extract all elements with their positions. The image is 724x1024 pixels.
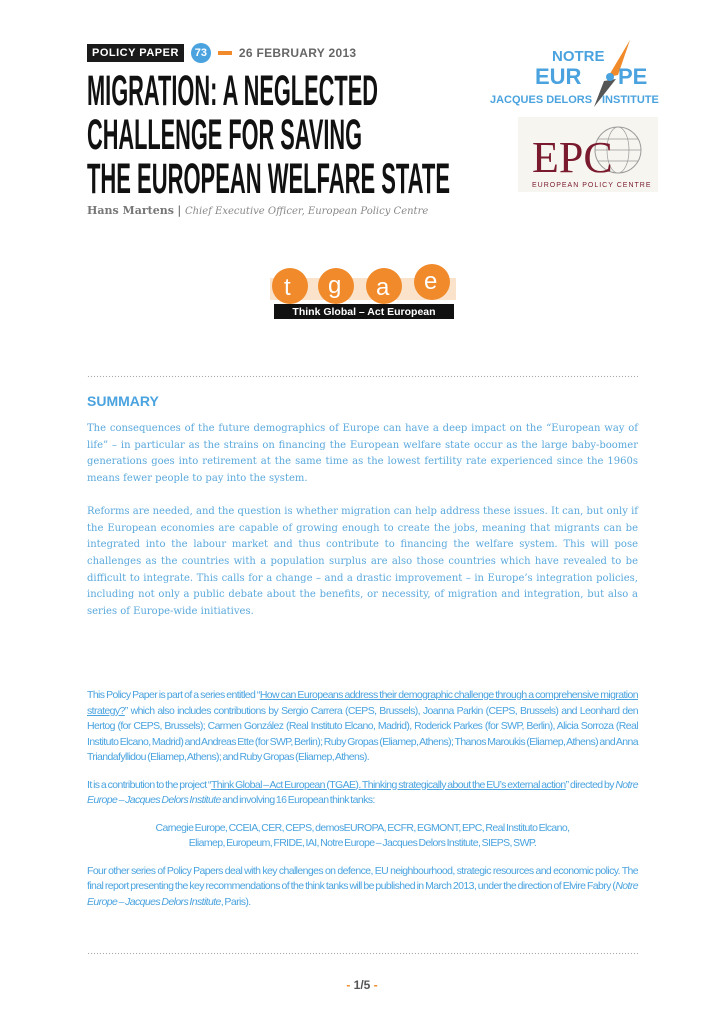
arrow-icon [218, 51, 232, 55]
epc-logo [518, 117, 658, 192]
text: Four other series of Policy Papers deal with key challenges on defence, EU neighbourhood, strategic resources and economic policy. The final report presenting the key recommendations of the think tanks will be published in March 2013, under the direction of Elvire Fabry ( [87, 864, 638, 892]
dotted-divider [87, 952, 638, 955]
project-link[interactable]: Think Global – Act European (TGAE). Thinking strategically about the EU’s external action [210, 778, 566, 791]
page-title [87, 68, 467, 200]
project-note [87, 778, 638, 809]
publication-date: 26 FEBRUARY 2013 [238, 46, 357, 60]
epc-caption: EUROPEAN POLICY CENTRE [532, 182, 652, 189]
think-tank-list [87, 821, 638, 852]
author-name: Hans Martens [87, 204, 174, 217]
notes-section [87, 688, 638, 922]
title-line: THE EUROPEAN WELFARE STATE [87, 155, 450, 200]
text: Carnegie Europe, CCEIA, CER, CEPS, demosEUROPA, ECFR, EGMONT, EPC, Real Instituto Elcano, [155, 821, 570, 834]
page-number-text: 1/5 [353, 978, 371, 992]
summary-paragraph: Reforms are needed, and the question is whether migration can help address these issues. It can, but only if the European economies are capable of growing enough to create the jobs, meaning that migrants can be integrated into the labour market and thus contribute to financing the welfare system. This will pose challenges as the countries with a population surplus are also those countries which have revealed to be difficult to integrate. This calls for a change – and a drastic improvement – in Europe’s integration policies, including not only a public debate about the benefits, or necessity, of migration and integration, but also a series of Europe-wide initiatives. [87, 505, 638, 618]
tgae-letter: g [328, 272, 342, 299]
text: Notre Europe – Jacques Delors Institute [87, 778, 638, 806]
author-role: Chief Executive Officer, European Policy Centre [184, 206, 429, 217]
final-note [87, 864, 638, 911]
logo-eur: EUR [535, 64, 582, 89]
summary-heading: SUMMARY [87, 393, 159, 409]
tgae-tagline: Think Global – Act European [292, 306, 436, 318]
logo-pe: PE [618, 64, 648, 89]
text: and involving 16 European think tanks: [220, 794, 375, 806]
logo-notre: NOTRE [552, 48, 605, 65]
title-line: MIGRATION: A NEGLECTED [87, 68, 378, 115]
tgae-letter: t [284, 274, 291, 301]
text: This Policy Paper is part of a series entitled “ [87, 689, 260, 701]
dotted-divider [87, 375, 638, 378]
text: ” which also includes contributions by Sergio Carrera (CEPS, Brussels), Joanna Parkin (CEPS, Brussels) and Leonhard den Hertog (for CEPS, Brussels); Carmen González (Real Instituto Elcano, Madrid), Roderick Parkes (for SWP, Berlin), Alicia Sorroza (Real Instituto Elcano, Madrid) and Andreas Ette (for SWP, Berlin); Ruby Gropas (Eliamep, Athens); Thanos Maroukis (Eliamep, Athens) and Anna Triandafyllidou (Eliamep, Athens); and Ruby Gropas (Eliamep, Athens). [87, 704, 638, 763]
author-line [87, 204, 428, 217]
text: Notre Europe – Jacques Delors Institute [87, 880, 638, 908]
text: Eliamep, Europeum, FRIDE, IAI, Notre Europe – Jacques Delors Institute, SIEPS, SWP. [188, 837, 537, 849]
tgae-logo [270, 264, 456, 320]
epc-letters: EPC [532, 133, 613, 182]
page-number: - 1/5 - [346, 978, 378, 992]
series-note [87, 688, 638, 766]
summary-paragraph: The consequences of the future demographics of Europe can have a deep impact on the “European way of life” – in particular as the strains on financing the European welfare state occur as the large baby-boomer generations goes into retirement at the same time as the lowest fertility rate experienced since the 1960s means fewer people to pay into the system. [87, 423, 638, 485]
series-badge: POLICY PAPER [87, 44, 184, 62]
paper-number: 73 [191, 43, 211, 63]
title-line: CHALLENGE FOR SAVING [87, 111, 362, 159]
text: , Paris). [220, 895, 251, 908]
tgae-letter: a [376, 274, 390, 301]
text: It is a contribution to the project “ [87, 778, 211, 791]
separator: | [177, 204, 182, 217]
logo-institute: INSTITUTE [602, 94, 659, 106]
logo-jacques: JACQUES DELORS [490, 94, 593, 106]
text: ” directed by [565, 778, 616, 791]
tgae-letter: e [424, 268, 438, 295]
notre-europe-logo [490, 35, 670, 110]
series-link[interactable]: How can Europeans address their demographic challenge through a comprehensive migration strategy? [87, 689, 638, 717]
header-row [87, 43, 356, 63]
summary-section [87, 393, 638, 637]
